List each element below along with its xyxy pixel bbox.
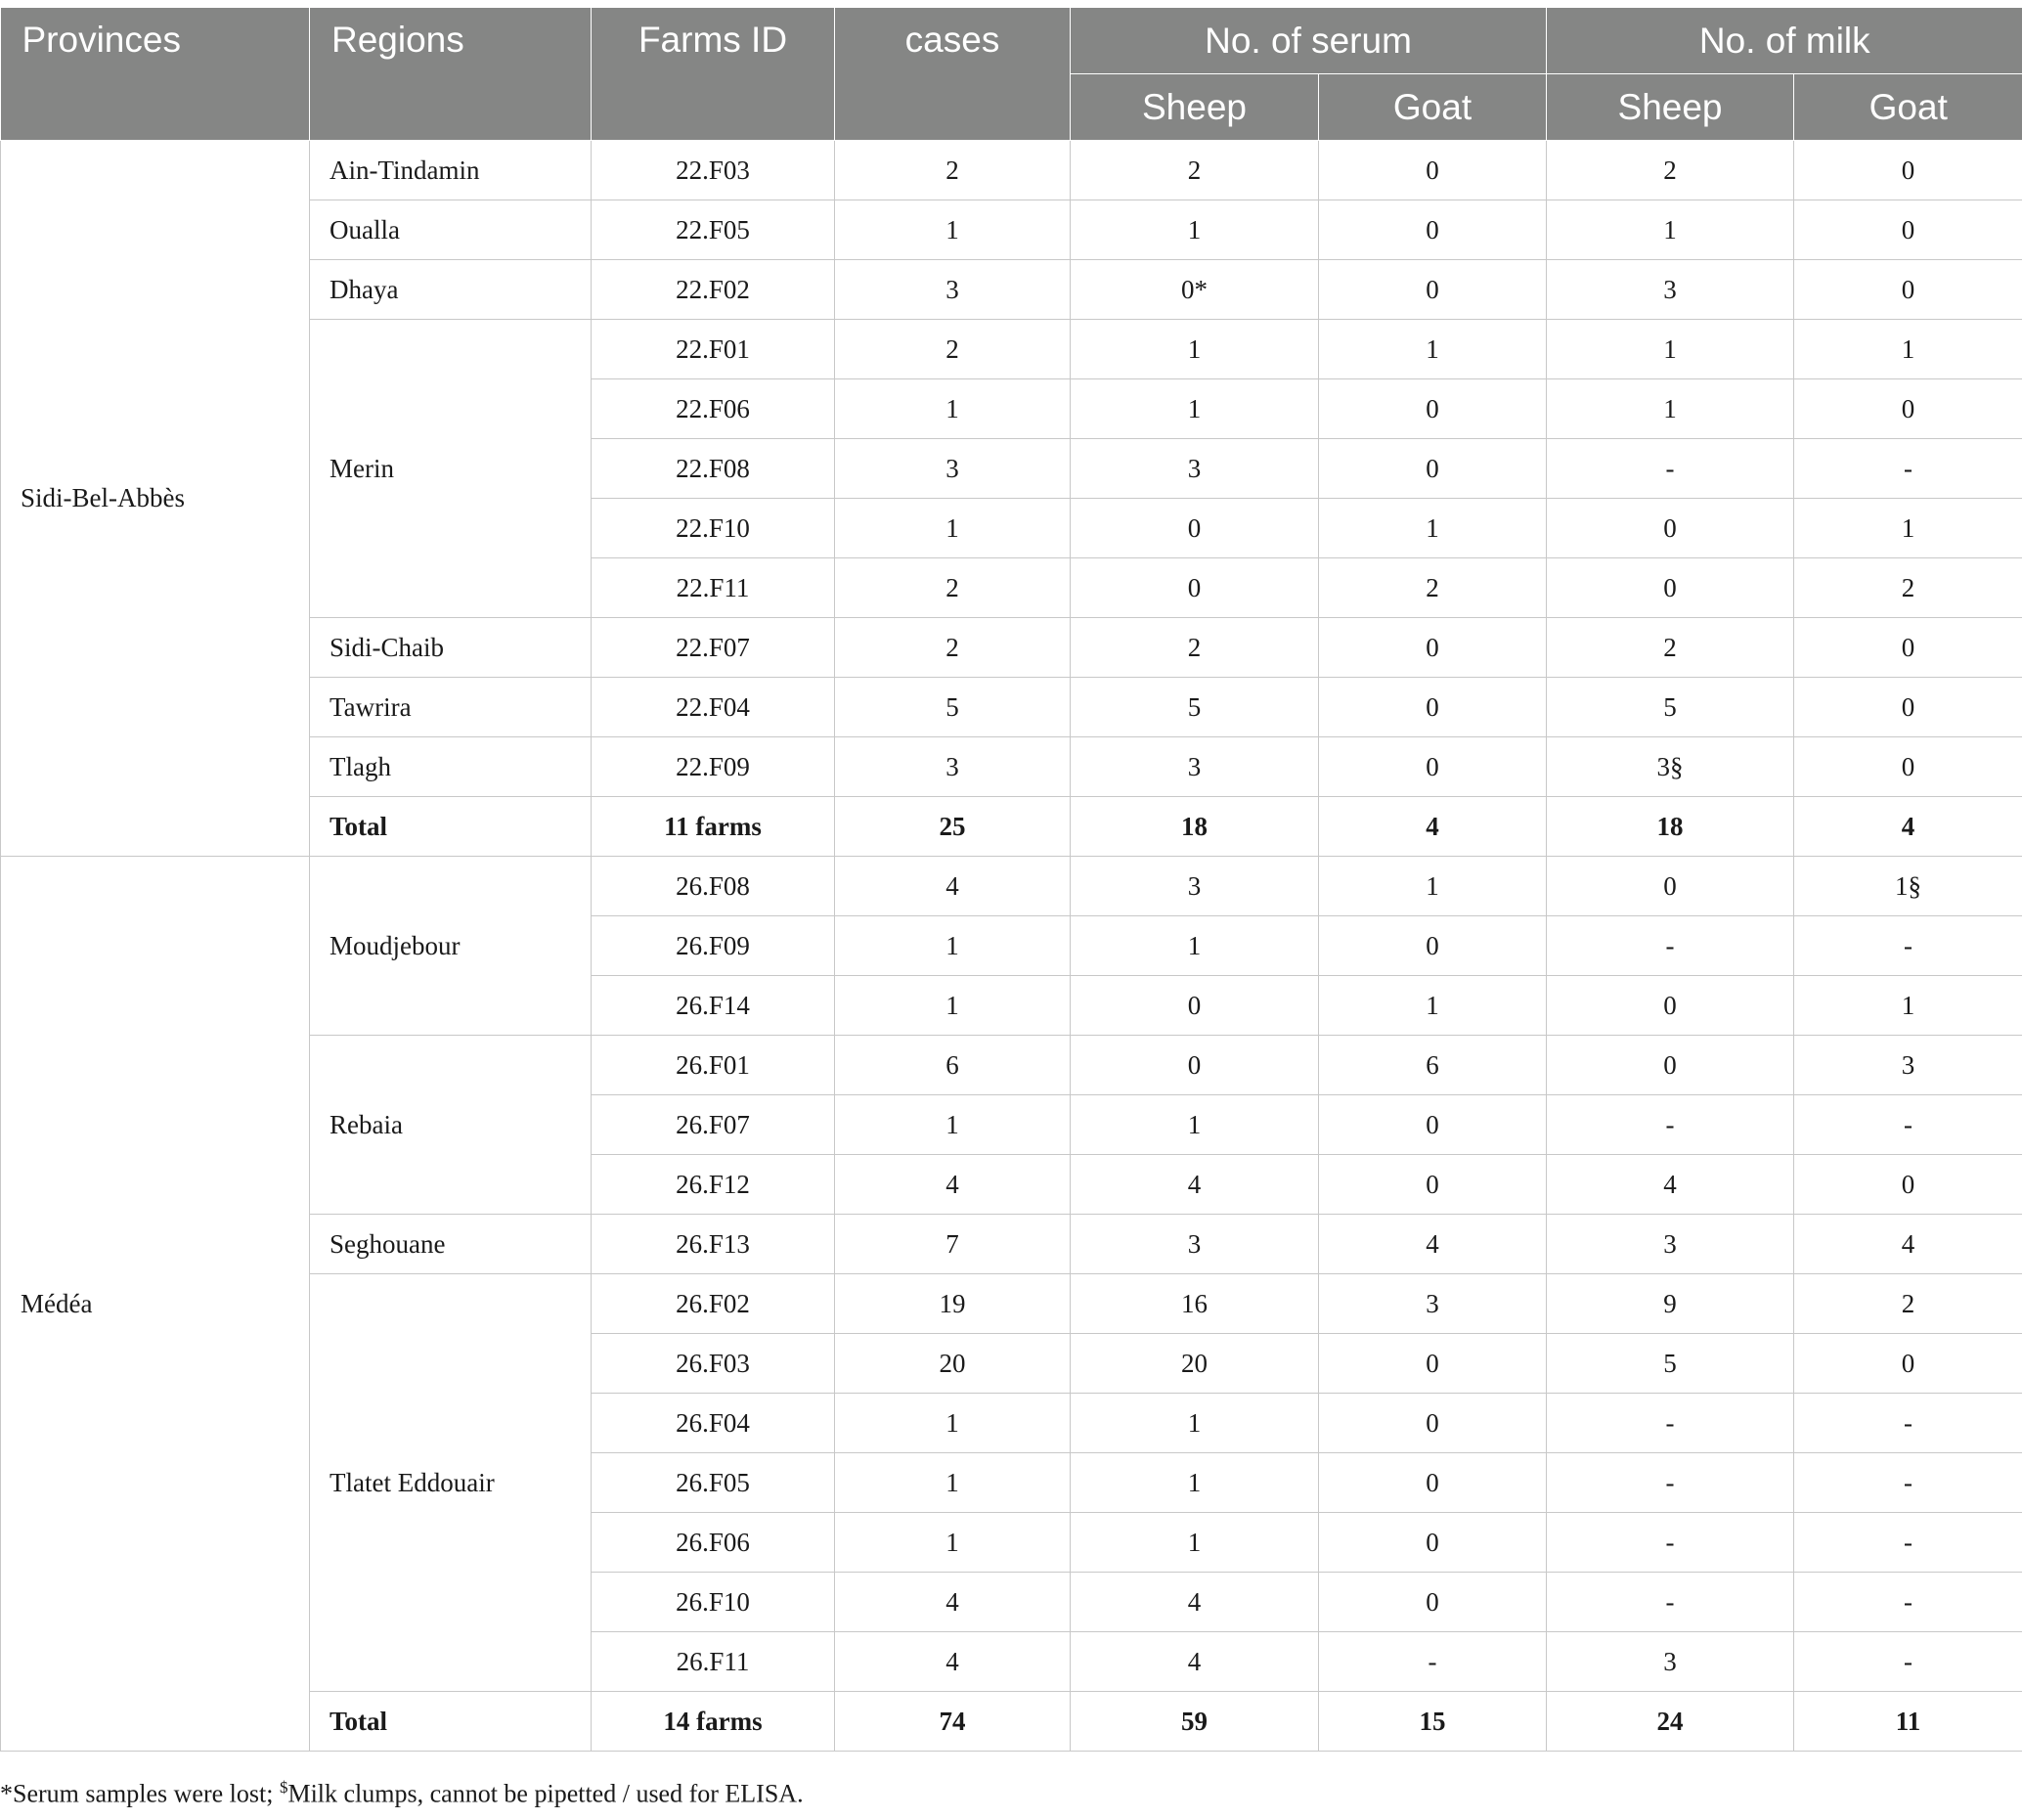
milk-sheep-cell: 4 [1547,1155,1794,1215]
region-cell: Tlatet Eddouair [310,1274,592,1692]
header-provinces: Provinces [1,8,310,141]
serum-sheep-cell: 1 [1071,200,1319,260]
total-cases-cell: 25 [835,797,1071,857]
farm-id-cell: 22.F07 [592,618,835,678]
serum-goat-cell: 0 [1319,141,1547,200]
cases-cell: 4 [835,1155,1071,1215]
header-serum-goat: Goat [1319,74,1547,141]
milk-goat-cell: - [1794,1453,2022,1513]
serum-sheep-cell: 1 [1071,1513,1319,1573]
total-serum-sheep-cell: 59 [1071,1692,1319,1752]
cases-cell: 1 [835,1394,1071,1453]
total-serum-sheep-cell: 18 [1071,797,1319,857]
region-cell: Tlagh [310,737,592,797]
milk-goat-cell: - [1794,916,2022,976]
footnote-milk: Milk clumps, cannot be pipetted / used for ELISA. [287,1779,804,1808]
total-farms-cell: 14 farms [592,1692,835,1752]
cases-cell: 20 [835,1334,1071,1394]
header-milk-sheep: Sheep [1547,74,1794,141]
total-milk-goat-cell: 4 [1794,797,2022,857]
serum-sheep-cell: 16 [1071,1274,1319,1334]
serum-goat-cell: 0 [1319,1513,1547,1573]
farm-id-cell: 26.F06 [592,1513,835,1573]
table-row [1,141,2022,200]
cases-cell: 4 [835,857,1071,916]
serum-sheep-cell: 2 [1071,141,1319,200]
region-cell: Oualla [310,200,592,260]
serum-sheep-cell: 5 [1071,678,1319,737]
serum-sheep-cell: 1 [1071,1095,1319,1155]
header-farms-id: Farms ID [592,8,835,141]
serum-goat-cell: 4 [1319,1215,1547,1274]
serum-sheep-cell: 3 [1071,1215,1319,1274]
cases-cell: 5 [835,678,1071,737]
province-cell: Sidi-Bel-Abbès [1,141,310,857]
farm-id-cell: 22.F05 [592,200,835,260]
milk-goat-cell: 0 [1794,200,2022,260]
farm-id-cell: 22.F02 [592,260,835,320]
farm-id-cell: 26.F11 [592,1632,835,1692]
cases-cell: 7 [835,1215,1071,1274]
serum-goat-cell: 0 [1319,379,1547,439]
farm-id-cell: 22.F08 [592,439,835,499]
farm-id-cell: 26.F12 [592,1155,835,1215]
milk-sheep-cell: 0 [1547,1036,1794,1095]
serum-goat-cell: 1 [1319,857,1547,916]
table-body [1,141,2022,1752]
serum-goat-cell: 0 [1319,916,1547,976]
farm-id-cell: 26.F02 [592,1274,835,1334]
serum-goat-cell: 0 [1319,678,1547,737]
header-cases: cases [835,8,1071,141]
footnote-serum: *Serum samples were lost; [0,1779,280,1808]
milk-goat-cell: - [1794,439,2022,499]
serum-goat-cell: 1 [1319,499,1547,558]
milk-goat-cell: 4 [1794,1215,2022,1274]
farm-id-cell: 22.F04 [592,678,835,737]
farm-id-cell: 26.F14 [592,976,835,1036]
serum-sheep-cell: 2 [1071,618,1319,678]
serum-goat-cell: 3 [1319,1274,1547,1334]
farm-id-cell: 26.F07 [592,1095,835,1155]
serum-goat-cell: 0 [1319,737,1547,797]
serum-goat-cell: 1 [1319,320,1547,379]
region-cell: Tawrira [310,678,592,737]
total-serum-goat-cell: 4 [1319,797,1547,857]
milk-sheep-cell: 0 [1547,499,1794,558]
total-milk-goat-cell: 11 [1794,1692,2022,1752]
province-cell: Médéa [1,857,310,1752]
serum-goat-cell: 0 [1319,1095,1547,1155]
serum-goat-cell: 0 [1319,260,1547,320]
serum-goat-cell: - [1319,1632,1547,1692]
milk-goat-cell: 1 [1794,320,2022,379]
serum-goat-cell: 0 [1319,1453,1547,1513]
table-footnote [0,1778,804,1809]
milk-goat-cell: 2 [1794,1274,2022,1334]
total-milk-sheep-cell: 18 [1547,797,1794,857]
farm-id-cell: 22.F06 [592,379,835,439]
serum-sheep-cell: 1 [1071,916,1319,976]
total-label-cell: Total [310,1692,592,1752]
serum-goat-cell: 1 [1319,976,1547,1036]
serum-goat-cell: 0 [1319,1334,1547,1394]
farm-id-cell: 26.F08 [592,857,835,916]
region-cell: Dhaya [310,260,592,320]
milk-goat-cell: 0 [1794,379,2022,439]
total-cases-cell: 74 [835,1692,1071,1752]
header-milk: No. of milk [1547,8,2022,74]
header-milk-goat: Goat [1794,74,2022,141]
milk-goat-cell: 0 [1794,141,2022,200]
milk-goat-cell: 2 [1794,558,2022,618]
region-cell: Rebaia [310,1036,592,1215]
milk-goat-cell: - [1794,1573,2022,1632]
milk-goat-cell: 1 [1794,976,2022,1036]
total-label-cell: Total [310,797,592,857]
cases-cell: 1 [835,1453,1071,1513]
milk-goat-cell: - [1794,1632,2022,1692]
region-cell: Seghouane [310,1215,592,1274]
milk-goat-cell: 0 [1794,618,2022,678]
cases-cell: 1 [835,976,1071,1036]
serum-sheep-cell: 0 [1071,976,1319,1036]
farm-id-cell: 26.F10 [592,1573,835,1632]
milk-sheep-cell: 5 [1547,1334,1794,1394]
milk-sheep-cell: 3 [1547,260,1794,320]
milk-sheep-cell: 2 [1547,141,1794,200]
cases-cell: 1 [835,1513,1071,1573]
milk-goat-cell: 0 [1794,1155,2022,1215]
farm-id-cell: 22.F11 [592,558,835,618]
milk-goat-cell: - [1794,1394,2022,1453]
footnote-symbol: $ [279,1778,288,1797]
serum-sheep-cell: 1 [1071,379,1319,439]
header-serum: No. of serum [1071,8,1547,74]
milk-sheep-cell: 2 [1547,618,1794,678]
milk-sheep-cell: 9 [1547,1274,1794,1334]
milk-goat-cell: 0 [1794,260,2022,320]
milk-sheep-cell: - [1547,439,1794,499]
milk-sheep-cell: 3 [1547,1215,1794,1274]
serum-goat-cell: 0 [1319,1394,1547,1453]
milk-sheep-cell: 0 [1547,558,1794,618]
farm-id-cell: 22.F09 [592,737,835,797]
serum-sheep-cell: 3 [1071,857,1319,916]
cases-cell: 4 [835,1632,1071,1692]
table-container [0,8,2022,1752]
cases-cell: 2 [835,618,1071,678]
cases-cell: 3 [835,737,1071,797]
cases-cell: 2 [835,558,1071,618]
cases-cell: 4 [835,1573,1071,1632]
milk-sheep-cell: - [1547,916,1794,976]
cases-cell: 3 [835,439,1071,499]
total-serum-goat-cell: 15 [1319,1692,1547,1752]
farm-id-cell: 26.F01 [592,1036,835,1095]
cases-cell: 1 [835,200,1071,260]
cases-cell: 19 [835,1274,1071,1334]
serum-goat-cell: 0 [1319,200,1547,260]
farm-id-cell: 26.F03 [592,1334,835,1394]
milk-sheep-cell: 3§ [1547,737,1794,797]
serum-goat-cell: 0 [1319,439,1547,499]
serum-sheep-cell: 1 [1071,320,1319,379]
serum-goat-cell: 0 [1319,618,1547,678]
cases-cell: 1 [835,499,1071,558]
milk-sheep-cell: - [1547,1573,1794,1632]
table-header [1,8,2022,141]
milk-sheep-cell: 1 [1547,379,1794,439]
milk-goat-cell: 3 [1794,1036,2022,1095]
farm-id-cell: 22.F03 [592,141,835,200]
table-row [1,857,2022,916]
farm-id-cell: 26.F13 [592,1215,835,1274]
farm-id-cell: 26.F05 [592,1453,835,1513]
farm-id-cell: 22.F10 [592,499,835,558]
milk-sheep-cell: - [1547,1453,1794,1513]
cases-cell: 1 [835,1095,1071,1155]
serum-sheep-cell: 4 [1071,1155,1319,1215]
milk-goat-cell: 0 [1794,678,2022,737]
milk-goat-cell: 0 [1794,737,2022,797]
serum-sheep-cell: 3 [1071,737,1319,797]
serum-sheep-cell: 4 [1071,1632,1319,1692]
serum-sheep-cell: 0 [1071,1036,1319,1095]
milk-sheep-cell: 0 [1547,857,1794,916]
cases-cell: 3 [835,260,1071,320]
serum-goat-cell: 0 [1319,1155,1547,1215]
region-cell: Merin [310,320,592,618]
cases-cell: 1 [835,916,1071,976]
region-cell: Ain-Tindamin [310,141,592,200]
cases-cell: 2 [835,320,1071,379]
header-regions: Regions [310,8,592,141]
serum-sheep-cell: 20 [1071,1334,1319,1394]
serum-goat-cell: 0 [1319,1573,1547,1632]
serum-sheep-cell: 4 [1071,1573,1319,1632]
milk-goat-cell: 1§ [1794,857,2022,916]
header-serum-sheep: Sheep [1071,74,1319,141]
region-cell: Moudjebour [310,857,592,1036]
milk-sheep-cell: 1 [1547,200,1794,260]
milk-sheep-cell: 1 [1547,320,1794,379]
total-farms-cell: 11 farms [592,797,835,857]
farm-id-cell: 26.F04 [592,1394,835,1453]
farm-sample-table [0,8,2022,1752]
milk-sheep-cell: - [1547,1513,1794,1573]
serum-goat-cell: 2 [1319,558,1547,618]
cases-cell: 6 [835,1036,1071,1095]
milk-goat-cell: - [1794,1513,2022,1573]
milk-sheep-cell: - [1547,1394,1794,1453]
cases-cell: 1 [835,379,1071,439]
farm-id-cell: 22.F01 [592,320,835,379]
milk-sheep-cell: 3 [1547,1632,1794,1692]
milk-sheep-cell: - [1547,1095,1794,1155]
milk-goat-cell: - [1794,1095,2022,1155]
milk-goat-cell: 1 [1794,499,2022,558]
serum-sheep-cell: 1 [1071,1394,1319,1453]
milk-goat-cell: 0 [1794,1334,2022,1394]
milk-sheep-cell: 0 [1547,976,1794,1036]
region-cell: Sidi-Chaib [310,618,592,678]
serum-sheep-cell: 0 [1071,499,1319,558]
serum-sheep-cell: 3 [1071,439,1319,499]
serum-sheep-cell: 0* [1071,260,1319,320]
serum-sheep-cell: 0 [1071,558,1319,618]
serum-sheep-cell: 1 [1071,1453,1319,1513]
serum-goat-cell: 6 [1319,1036,1547,1095]
total-milk-sheep-cell: 24 [1547,1692,1794,1752]
cases-cell: 2 [835,141,1071,200]
milk-sheep-cell: 5 [1547,678,1794,737]
farm-id-cell: 26.F09 [592,916,835,976]
